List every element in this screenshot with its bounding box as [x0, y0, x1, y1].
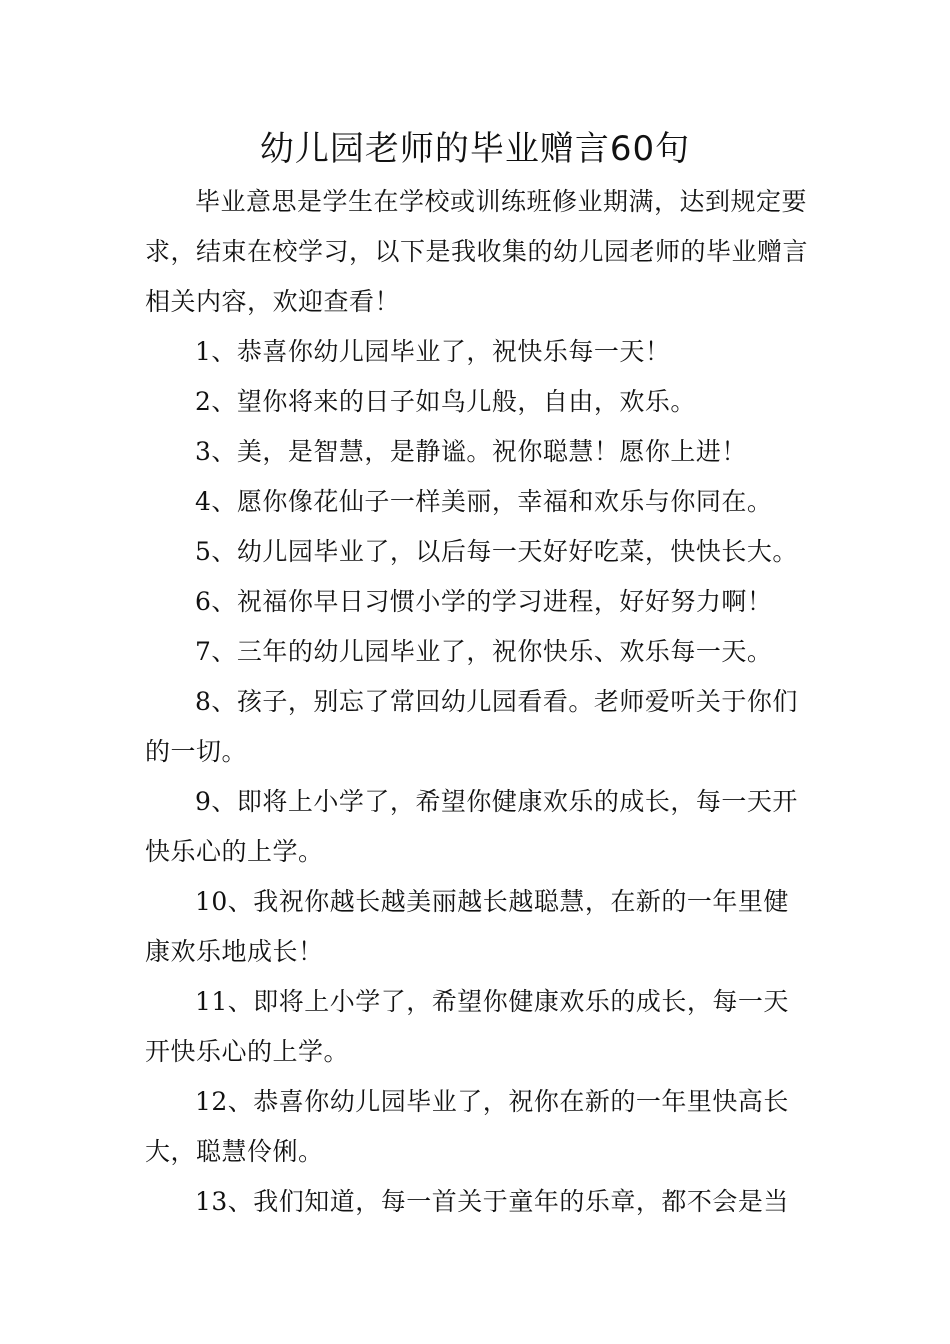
document-body — [145, 177, 813, 1227]
list-item: 6、祝福你早日习惯小学的学习进程，好好努力啊！ — [195, 587, 773, 616]
list-item: 12、恭喜你幼儿园毕业了，祝你在新的一年里快高长大，聪慧伶俐。 — [145, 1087, 789, 1166]
list-item: 13、我们知道，每一首关于童年的乐章，都不会是当 — [195, 1187, 789, 1216]
intro-paragraph: 毕业意思是学生在学校或训练班修业期满，达到规定要求，结束在校学习，以下是我收集的幼儿园老师的毕业赠言相关内容，欢迎查看！ — [145, 187, 809, 316]
list-item: 10、我祝你越长越美丽越长越聪慧，在新的一年里健康欢乐地成长！ — [145, 887, 789, 966]
list-item: 8、孩子，别忘了常回幼儿园看看。老师爱听关于你们的一切。 — [145, 687, 798, 766]
list-item: 1、恭喜你幼儿园毕业了，祝快乐每一天！ — [195, 337, 671, 366]
list-item: 9、即将上小学了，希望你健康欢乐的成长，每一天开快乐心的上学。 — [145, 787, 798, 866]
list-item: 5、幼儿园毕业了，以后每一天好好吃菜，快快长大。 — [195, 537, 798, 566]
list-item: 7、三年的幼儿园毕业了，祝你快乐、欢乐每一天。 — [195, 637, 773, 666]
list-item: 2、望你将来的日子如鸟儿般，自由，欢乐。 — [195, 387, 696, 416]
list-item: 3、美，是智慧，是静谧。祝你聪慧！愿你上进！ — [195, 437, 747, 466]
list-item: 11、即将上小学了，希望你健康欢乐的成长，每一天开快乐心的上学。 — [145, 987, 789, 1066]
document-title: 幼儿园老师的毕业赠言60句 — [259, 129, 691, 169]
list-item: 4、愿你像花仙子一样美丽，幸福和欢乐与你同在。 — [195, 487, 773, 516]
